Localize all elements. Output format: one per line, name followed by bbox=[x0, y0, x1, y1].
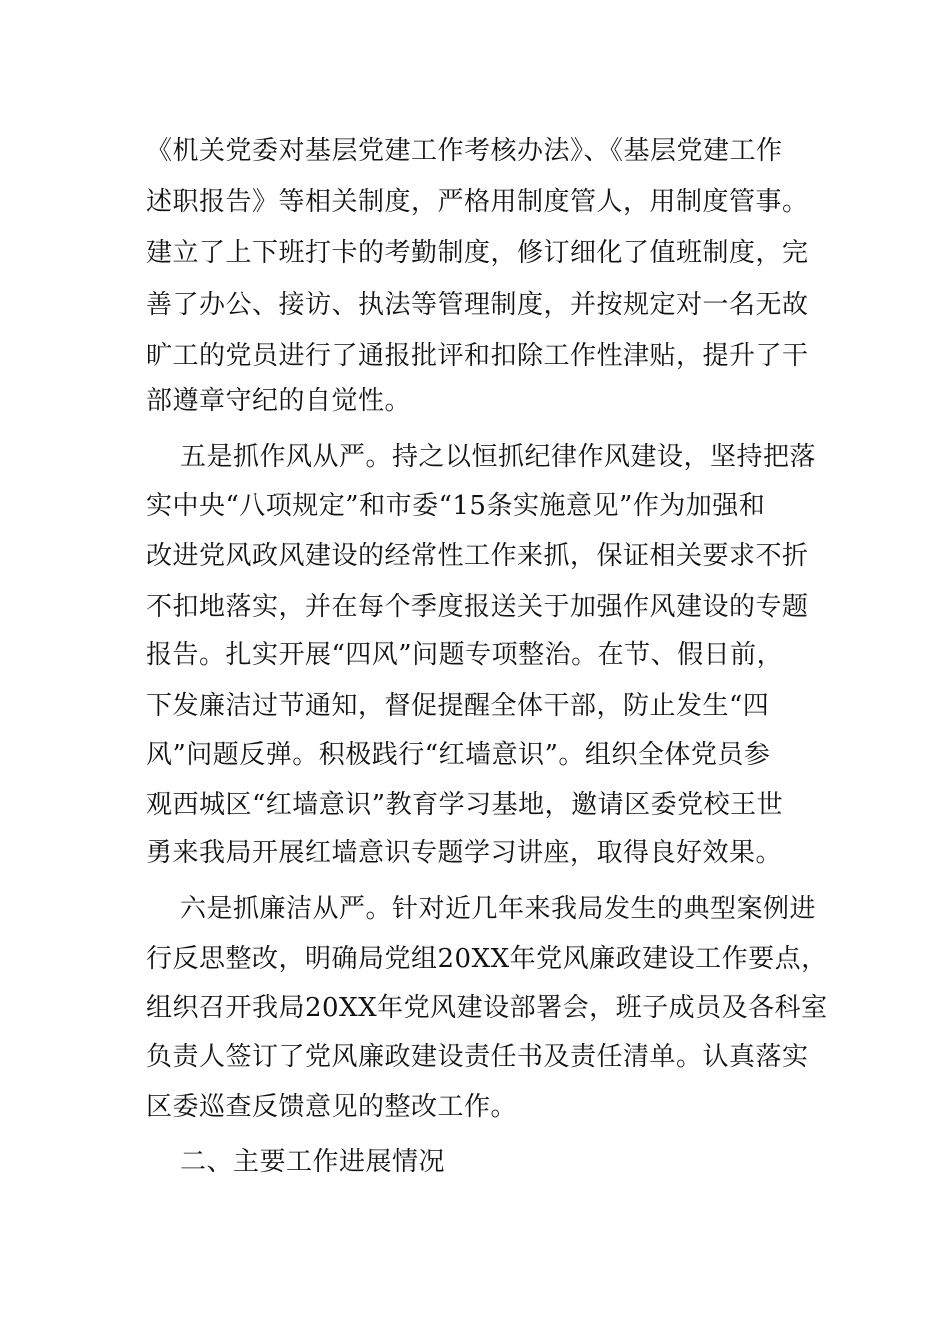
text-line: 勇来我局开展红墙意识专题学习讲座，取得良好效果。 bbox=[146, 838, 783, 868]
text-line: 善了办公、接访、执法等管理制度，并按规定对一名无故 bbox=[146, 290, 809, 320]
text-line: 组织召开我局20XX年党风建设部署会，班子成员及各科室 bbox=[146, 993, 828, 1023]
text-line: 观西城区“红墙意识”教育学习基地，邀请区委党校王世 bbox=[146, 790, 784, 820]
text-line: 实中央“八项规定”和市委“15条实施意见”作为加强和 bbox=[146, 491, 766, 521]
text-line: 建立了上下班打卡的考勤制度，修订细化了值班制度，完 bbox=[146, 238, 809, 268]
text-line: 不扣地落实，并在每个季度报送关于加强作风建设的专题 bbox=[146, 592, 809, 622]
text-line: 行反思整改，明确局党组20XX年党风廉政建设工作要点， bbox=[146, 944, 828, 974]
paragraph-start-line: 六是抓廉洁从严。针对近几年来我局发生的典型案例进 bbox=[180, 894, 817, 924]
section-heading: 二、主要工作进展情况 bbox=[180, 1147, 446, 1177]
text-line: 报告。扎实开展“四风”问题专项整治。在节、假日前， bbox=[146, 640, 784, 670]
paragraph-start-line: 五是抓作风从严。持之以恒抓纪律作风建设，坚持把落 bbox=[180, 442, 817, 472]
text-line: 《机关党委对基层党建工作考核办法》、《基层党建工作 bbox=[146, 136, 783, 166]
text-line: 旷工的党员进行了通报批评和扣除工作性津贴，提升了干 bbox=[146, 341, 809, 371]
text-line: 风”问题反弹。积极践行“红墙意识”。组织全体党员参 bbox=[146, 740, 771, 770]
text-line: 述职报告》等相关制度，严格用制度管人，用制度管事。 bbox=[146, 187, 809, 217]
text-line: 负责人签订了党风廉政建设责任书及责任清单。认真落实 bbox=[146, 1042, 809, 1072]
text-line: 下发廉洁过节通知，督促提醒全体干部，防止发生“四 bbox=[146, 691, 770, 721]
text-line: 区委巡查反馈意见的整改工作。 bbox=[146, 1092, 518, 1122]
text-line: 部遵章守纪的自觉性。 bbox=[146, 386, 412, 416]
text-line: 改进党风政风建设的经常性工作来抓，保证相关要求不折 bbox=[146, 541, 809, 571]
